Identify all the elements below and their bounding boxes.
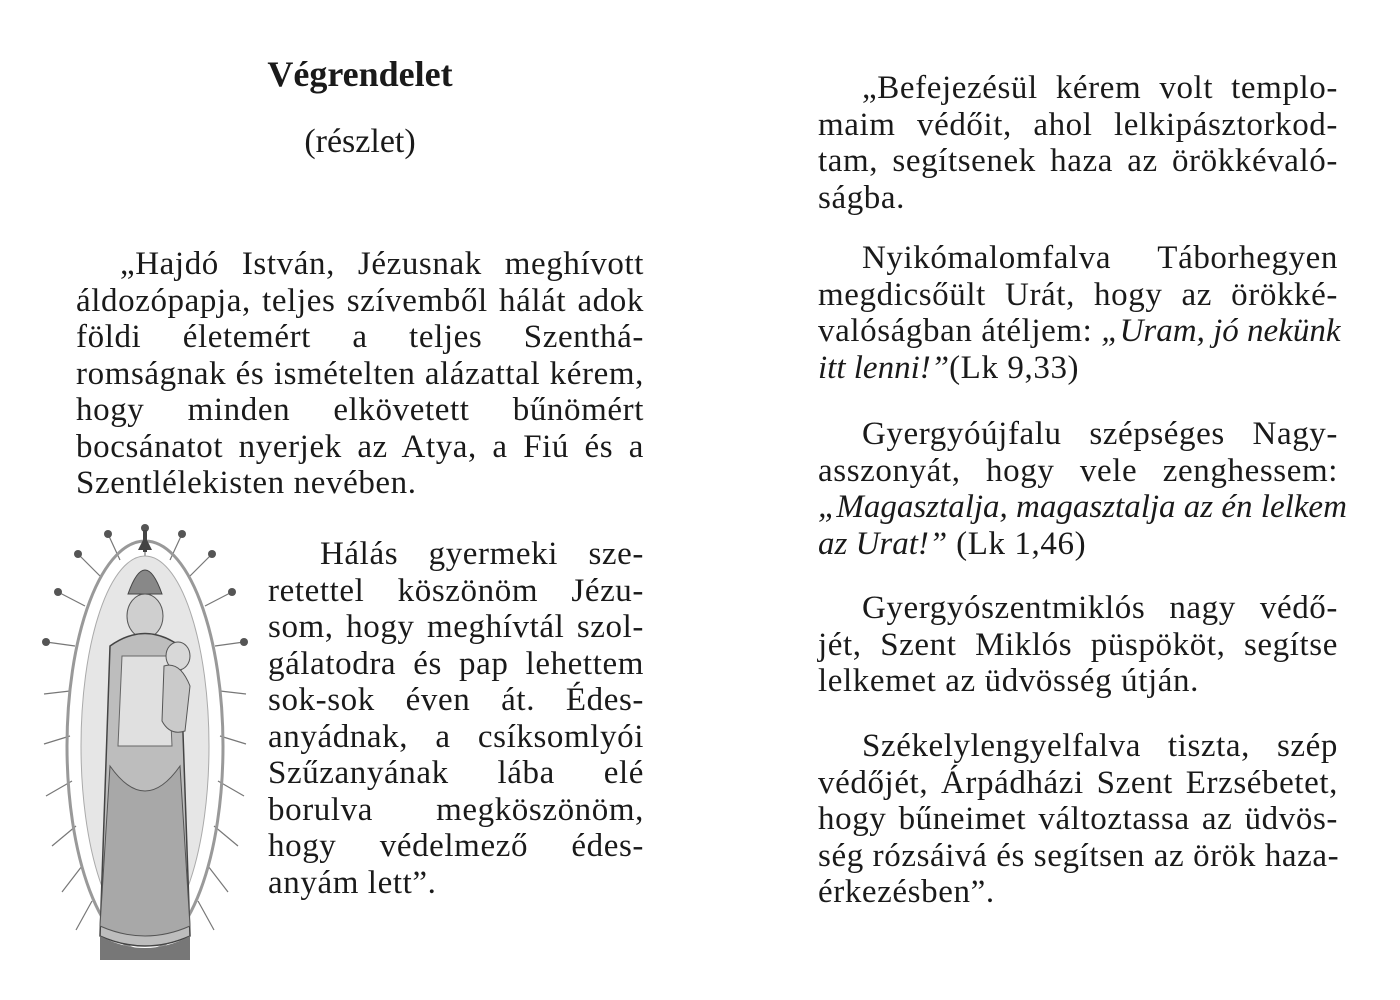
text-line: ség rózsáivá és segítsen az örök haza-: [818, 837, 1340, 874]
text-line: anyádnak, a csíksomlyói: [268, 718, 644, 755]
text-line: retettel köszönöm Jézu-: [268, 572, 644, 609]
text-line: ságba.: [818, 179, 905, 216]
text-line: Szűzanyának lába elé: [268, 755, 644, 791]
text-line: hogy minden elkövetett bűnömért: [76, 392, 644, 428]
text-line: védőjét, Árpádházi Szent Erzsébetet,: [818, 764, 1338, 801]
text-line: Szentlélekisten nevében.: [76, 465, 417, 501]
text-line: Nyikómalomfalva Táborhegyen: [862, 240, 1338, 276]
text-line: sok-sok éven át. Édes-: [268, 682, 644, 718]
scripture-reference: (Lk 9,33): [949, 349, 1080, 386]
second-paragraph: [268, 536, 644, 901]
text-line: megdicsőült Urát, hogy az örökké-: [818, 276, 1338, 313]
paragraph-gyergyoszentmiklos: [818, 590, 1338, 700]
quote-italic: „Magasztalja, magasztalja az én lelkem: [818, 489, 1347, 525]
text-line: hogy bűneimet változtassa az üdvös-: [818, 801, 1338, 837]
quote-italic: az Urat!”: [818, 525, 948, 562]
text-line: anyám lett”.: [268, 864, 437, 901]
text-line: Székelylengyelfalva tiszta, szép: [862, 728, 1338, 764]
text-line: [818, 489, 1347, 526]
text-line: Hálás gyermeki sze-: [320, 536, 644, 572]
text-line: romságnak és ismételten alázattal kérem,: [76, 355, 644, 392]
madonna-statue-image: [40, 516, 250, 960]
text-line: [818, 526, 1338, 563]
text-line: földi életemért a teljes Szenthá-: [76, 319, 644, 355]
text-line: „Befejezésül kérem volt templo-: [862, 70, 1338, 106]
text-line: hogy védelmező édes-: [268, 828, 644, 864]
paragraph-nyikomalomfalva: [818, 240, 1341, 386]
text-line: gálatodra és pap lehettem: [268, 645, 644, 682]
text-line: áldozópapja, teljes szívemből hálát adok: [76, 282, 644, 319]
right-page: [700, 0, 1400, 1000]
page-subtitle: (részlet): [304, 123, 416, 160]
text-line: som, hogy meghívtál szol-: [268, 609, 644, 645]
text-line: tam, segítsenek haza az örökkévaló-: [818, 143, 1338, 179]
text-span: valóságban átéljem:: [818, 313, 1102, 349]
text-line: maim védőit, ahol lelkipásztorkod-: [818, 106, 1338, 143]
paragraph-szekelylengyelfalva: [818, 728, 1338, 911]
text-line: Gyergyóújfalu szépséges Nagy-: [862, 416, 1338, 452]
quote-italic: itt lenni!”: [818, 349, 950, 386]
text-line: Gyergyószentmiklós nagy védő-: [862, 590, 1338, 626]
paragraph-gyergyoujfalu: [818, 416, 1347, 562]
text-line: „Hajdó István, Jézusnak meghívott: [120, 246, 644, 282]
quote-italic: „Uram, jó nekünk: [1101, 313, 1341, 349]
intro-paragraph: [76, 246, 644, 502]
text-line: bocsánatot nyerjek az Atya, a Fiú és a: [76, 428, 644, 465]
text-line: [818, 313, 1341, 350]
scripture-reference: (Lk 1,46): [947, 525, 1087, 562]
paragraph-befejezesul: [818, 70, 1338, 216]
text-line: asszonyát, hogy vele zenghessem:: [818, 452, 1338, 489]
text-line: lelkemet az üdvösség útján.: [818, 663, 1199, 699]
text-line: jét, Szent Miklós püspököt, segítse: [818, 626, 1338, 663]
text-line: [818, 350, 1338, 387]
page-title: Végrendelet: [267, 54, 453, 94]
text-line: érkezésben”.: [818, 874, 995, 910]
text-line: borulva megköszönöm,: [268, 791, 644, 828]
